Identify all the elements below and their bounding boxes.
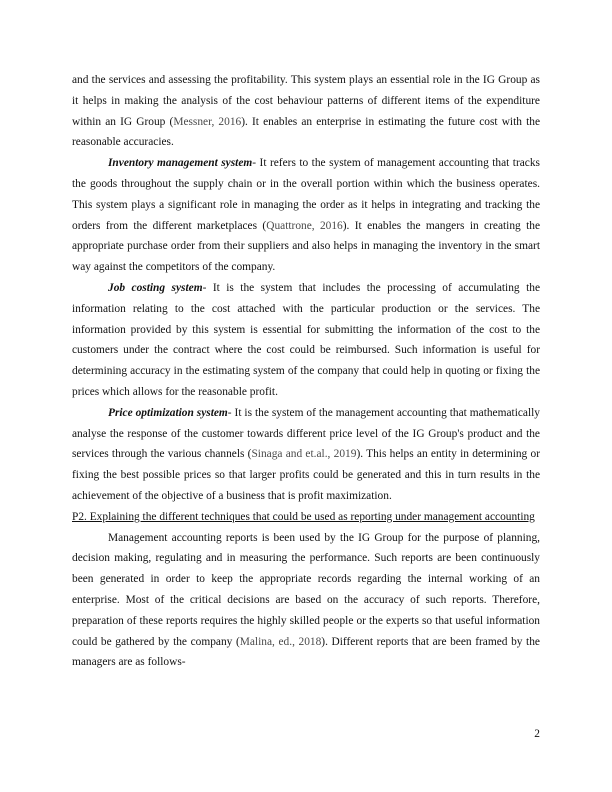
paragraph-job-costing <box>72 278 540 403</box>
price-optimization-text-end: ). This helps an entity in determining or fixing the best possible prices so that larger profits could be generated and this in turn results in the achievement of the objective of a business that is profit maximization. <box>72 448 540 502</box>
citation-sinaga: Sinaga and et.al., 2019 <box>251 448 357 461</box>
intro-text: and the services and assessing the profitability. This system plays an essential role in the IG Group as it helps in making the analysis of the cost behaviour patterns of different items of the expenditure within an IG Group ( <box>72 74 540 128</box>
inventory-text: - It refers to the system of management accounting that tracks the goods throughout the supply chain or in the overall portion within which the business operates. This system plays a significant role in managing the order as it helps in integrating and tracking the orders from the different marketplaces ( <box>72 157 540 232</box>
intro-text-end: ). It enables an enterprise in estimating the future cost with the reasonable accuracies. <box>72 115 541 149</box>
page-number: 2 <box>534 728 540 740</box>
section-heading-p2: P2. Explaining the different techniques that could be used as reporting under management accounting <box>72 510 535 523</box>
citation-quattrone: Quattrone, 2016 <box>266 219 343 232</box>
paragraph-intro <box>72 70 540 153</box>
body-text <box>72 70 540 673</box>
inventory-text-end: ). It enables the mangers in creating the appropriate purchase order from their suppliers and also helps in managing the inventory in the smart way against the competitors of the company. <box>72 219 540 274</box>
term-price-optimization: Price optimization system <box>108 406 228 419</box>
paragraph-price-optimization <box>72 403 540 507</box>
reports-text: Management accounting reports is been used by the IG Group for the purpose of planning, decision making, regulating and in measuring the performance. Such reports are been continuously been generated in order to keep the appropriate records regarding the internal working of an enterprise. Most of the critical decisions are based on the accuracy of such reports. Therefore, preparation of these reports requires the highly skilled people or the experts so that useful information could be gathered by the company ( <box>72 531 540 648</box>
reports-text-end: ). Different reports that are been framed by the managers are as follows- <box>72 635 540 669</box>
term-inventory-management: Inventory management system <box>108 157 253 170</box>
paragraph-reports <box>72 528 540 674</box>
term-job-costing: Job costing system <box>108 281 203 294</box>
citation-messner: Messner, 2016 <box>173 115 242 128</box>
paragraph-inventory <box>72 153 540 278</box>
citation-malina: Malina, ed., 2018 <box>239 635 322 648</box>
job-costing-text: - It is the system that includes the processing of accumulating the information relating to the cost attached with the particular production or the services. The information provided by this system is essential for submitting the information of the cost to the customers under the contract where the cost could be reimbursed. Such information is useful for determining accuracy in the estimating system of the company that could help in quoting or fixing the prices which allows for the reasonable profit. <box>72 281 540 398</box>
price-optimization-text: - It is the system of the management accounting that mathematically analyse the response of the customer towards different price level of the IG Group's product and the services through the various channels ( <box>72 406 540 461</box>
